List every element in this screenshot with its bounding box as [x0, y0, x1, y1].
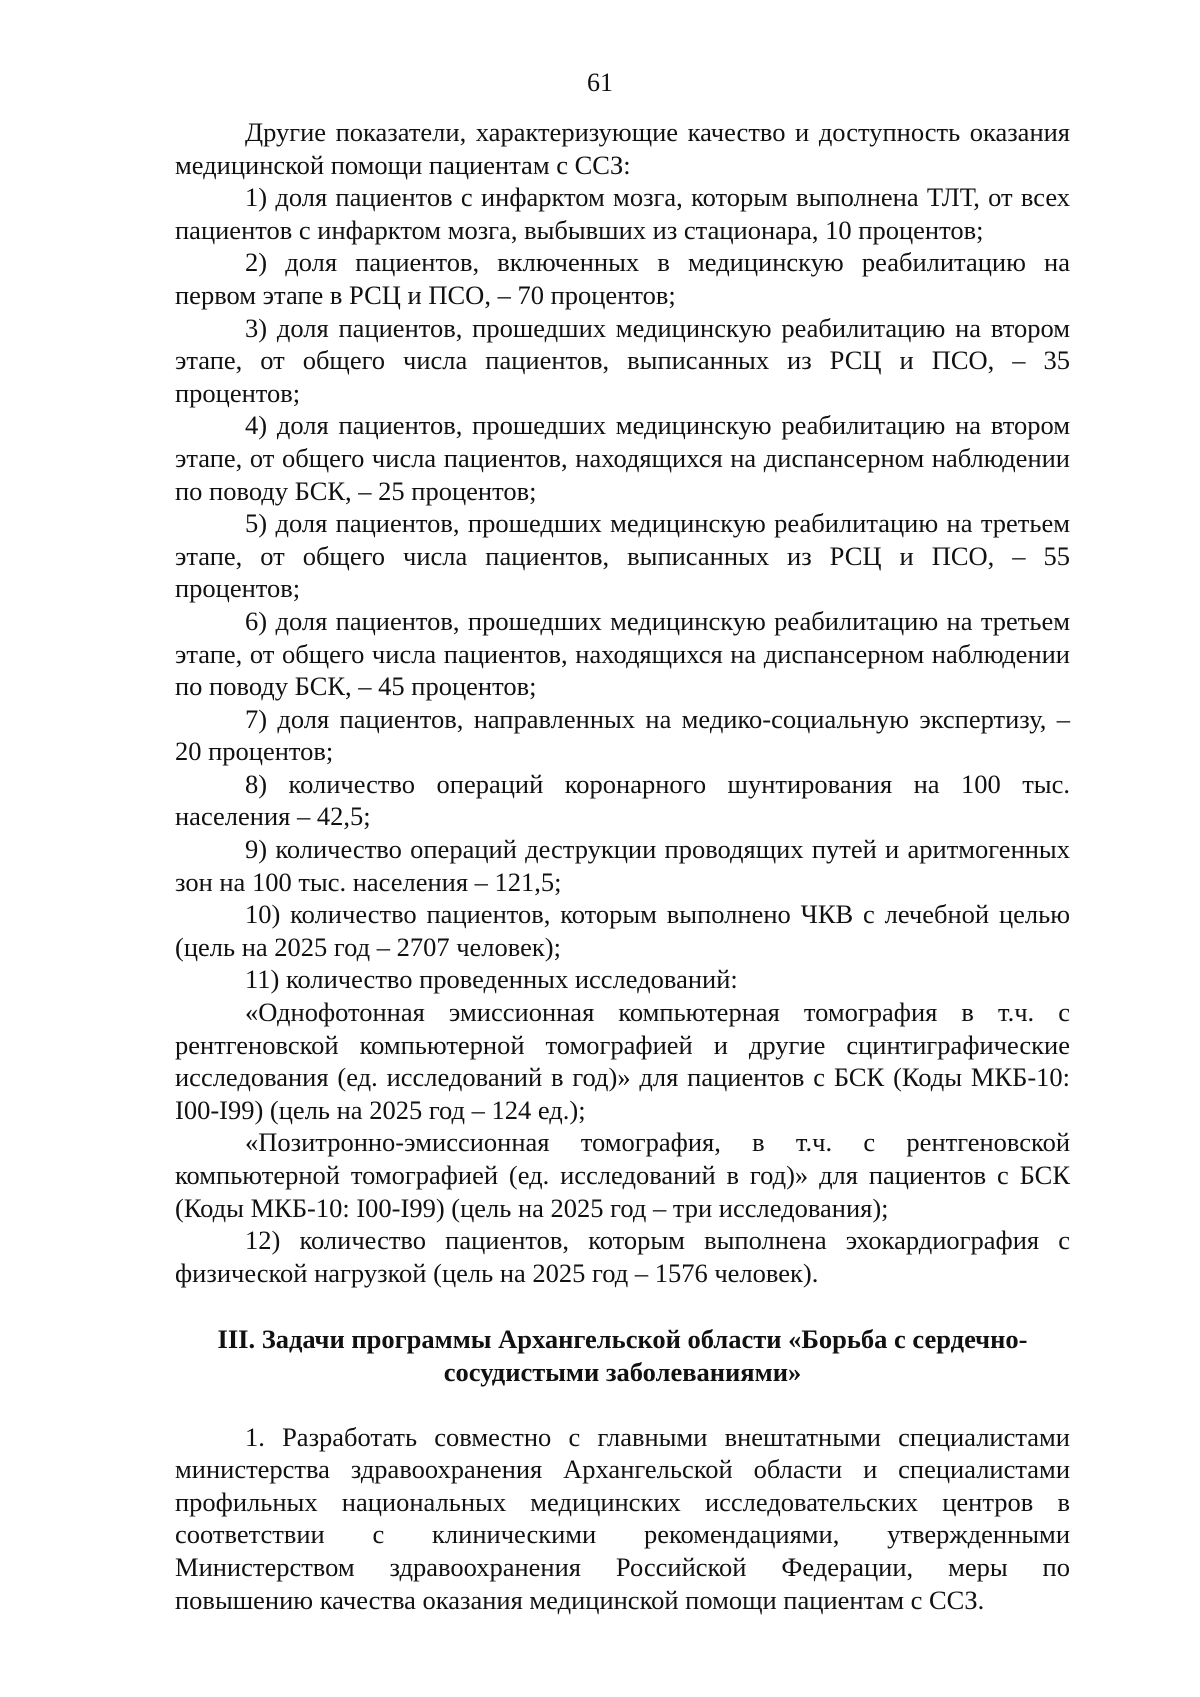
indicator-item-9: 9) количество операций деструкции проводящих путей и аритмогенных зон на 100 тыс. населения – 121,5; [175, 834, 1070, 897]
indicator-item-5: 5) доля пациентов, прошедших медицинскую реабилитацию на третьем этапе, от общего числа пациентов, выписанных из РСЦ и ПСО, – 55 процентов; [175, 508, 1070, 604]
indicator-item-4: 4) доля пациентов, прошедших медицинскую реабилитацию на втором этапе, от общего числа пациентов, находящихся на диспансерном наблюдении по поводу БСК, – 25 процентов; [175, 410, 1070, 506]
indicator-item-6: 6) доля пациентов, прошедших медицинскую реабилитацию на третьем этапе, от общего числа пациентов, находящихся на диспансерном наблюдении по поводу БСК, – 45 процентов; [175, 605, 1070, 702]
indicator-item-2: 2) доля пациентов, включенных в медицинскую реабилитацию на первом этапе в РСЦ и ПСО, – 70 процентов; [175, 247, 1070, 310]
indicator-item-10: 10) количество пациентов, которым выполнено ЧКВ с лечебной целью (цель на 2025 год – 2707 человек); [175, 899, 1070, 962]
page-number: 61 [587, 68, 613, 97]
indicator-item-11-spect: «Однофотонная эмиссионная компьютерная томография в т.ч. с рентгеновской компьютерной томографией и другие сцинтиграфические исследования (ед. исследований в год)» для пациентов с БСК (Коды МКБ-10: I00-I99) (цель на 2025 год – 124 ед.); [175, 997, 1070, 1125]
indicator-item-1: 1) доля пациентов с инфарктом мозга, которым выполнена ТЛТ, от всех пациентов с инфарктом мозга, выбывших из стационара, 10 процентов; [175, 182, 1070, 245]
indicator-item-11: 11) количество проведенных исследований: [245, 964, 738, 995]
indicator-item-7: 7) доля пациентов, направленных на медико-социальную экспертизу, – 20 процентов; [175, 703, 1070, 767]
indicator-item-11-pet: «Позитронно-эмиссионная томография, в т.ч. с рентгеновской компьютерной томографией (ед. исследований в год)» для пациентов с БСК (Коды МКБ-10: I00-I99) (цель на 2025 год – три исследования); [175, 1127, 1070, 1223]
section-paragraph-1: 1. Разработать совместно с главными внештатными специалистами министерства здравоохранения Архангельской области и специалистами профильных национальных медицинских исследовательских центров в соответствии с клиническими рекомендациями, утвержденными Министерством здравоохранения Российской Федерации, меры по повышению качества оказания медицинской помощи пациентам с ССЗ. [175, 1421, 1070, 1615]
section-heading: III. Задачи программы Архангельской области «Борьба с сердечно-сосудистыми заболеваниями» [217, 1324, 1028, 1387]
indicator-item-8: 8) количество операций коронарного шунтирования на 100 тыс. населения – 42,5; [175, 768, 1070, 832]
intro-paragraph: Другие показатели, характеризующие качество и доступность оказания медицинской помощи пациентам с ССЗ: [175, 117, 1070, 180]
indicator-item-12: 12) количество пациентов, которым выполнена эхокардиография с физической нагрузкой (цель на 2025 год – 1576 человек). [175, 1225, 1070, 1288]
indicator-item-3: 3) доля пациентов, прошедших медицинскую реабилитацию на втором этапе, от общего числа пациентов, выписанных из РСЦ и ПСО, – 35 процентов; [175, 312, 1070, 408]
page-content [175, 116, 1070, 1616]
